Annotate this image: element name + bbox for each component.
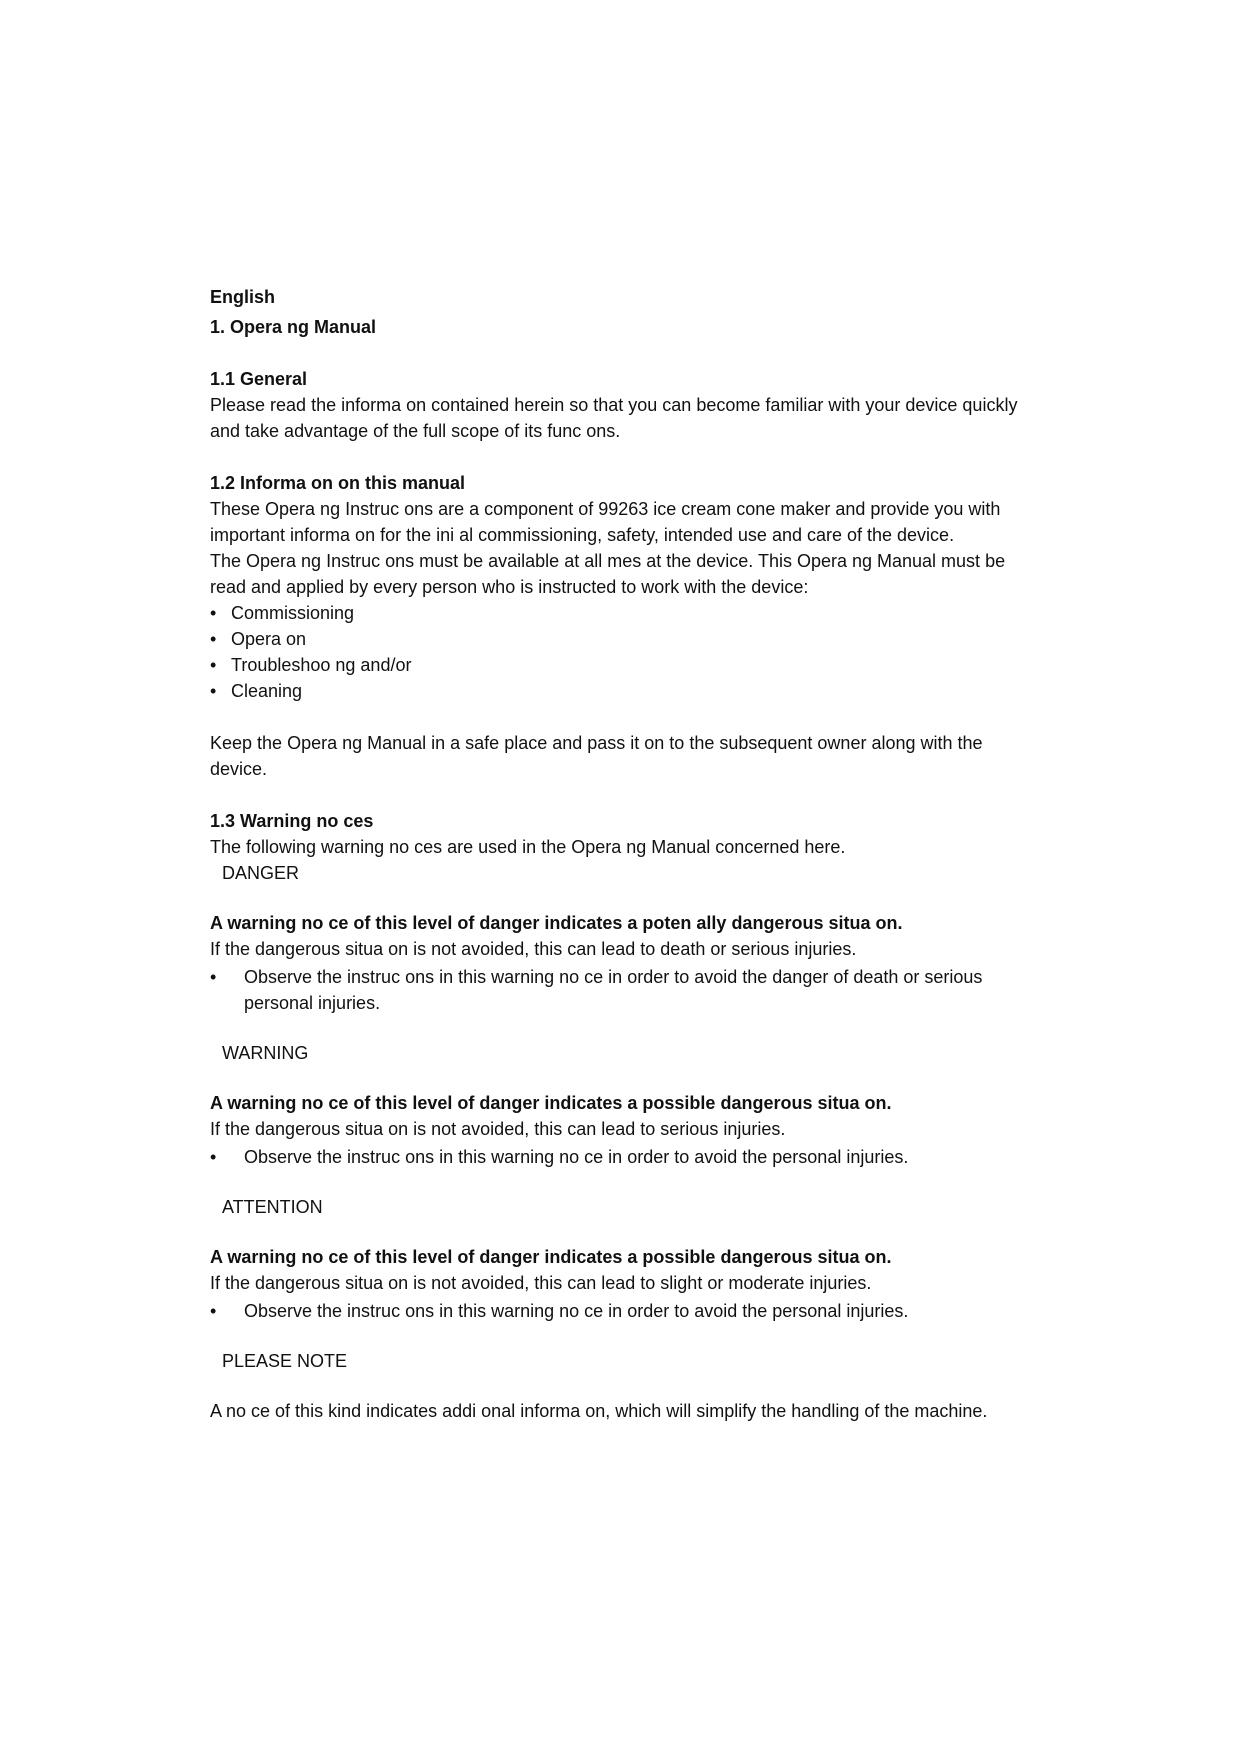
danger-bullet: • Observe the instruc ons in this warning no ce in order to avoid the danger of death or serious personal injuries.	[210, 964, 1040, 1016]
section-general-text: Please read the informa on contained herein so that you can become familiar with your device quickly and take advantage of the full scope of its func ons.	[210, 395, 1018, 441]
section-info-paragraph-2: The Opera ng Instruc ons must be available at all mes at the device. This Opera ng Manual must be read and applied by every person who is instructed to work with the device:	[210, 551, 1006, 597]
section-warnings-heading: 1.3 Warning no ces	[210, 811, 374, 831]
danger-label: DANGER	[222, 863, 300, 883]
warning-label: WARNING	[222, 1043, 309, 1063]
list-item: • Opera on	[210, 626, 1040, 652]
section-info-keep-text: Keep the Opera ng Manual in a safe place and pass it on to the subsequent owner along with the device.	[210, 733, 983, 779]
section-general-heading: 1.1 General	[210, 369, 308, 389]
warning-bullet-list	[210, 1144, 1040, 1170]
list-item: • Troubleshoo ng and/or	[210, 652, 1040, 678]
list-item: • Cleaning	[210, 678, 1040, 704]
note-text: A no ce of this kind indicates addi onal informa on, which will simplify the handling of the machine.	[210, 1401, 988, 1421]
section-info-heading: 1.2 Informa on on this manual	[210, 473, 466, 493]
warning-bold-text: A warning no ce of this level of danger indicates a possible dangerous situa on.	[210, 1093, 892, 1113]
danger-text: If the dangerous situa on is not avoided, this can lead to death or serious injuries.	[210, 939, 857, 959]
attention-bullet: • Observe the instruc ons in this warning no ce in order to avoid the personal injuries.	[210, 1298, 1040, 1324]
danger-bold-text: A warning no ce of this level of danger indicates a poten ally dangerous situa on.	[210, 913, 903, 933]
section-warnings-intro: The following warning no ces are used in the Opera ng Manual concerned here.	[210, 837, 846, 857]
attention-bold-text: A warning no ce of this level of danger indicates a possible dangerous situa on.	[210, 1247, 892, 1267]
danger-bullet-list	[210, 964, 1040, 1016]
language-heading: English	[210, 287, 276, 307]
attention-label: ATTENTION	[222, 1197, 323, 1217]
list-item: • Commissioning	[210, 600, 1040, 626]
attention-text: If the dangerous situa on is not avoided, this can lead to slight or moderate injuries.	[210, 1273, 872, 1293]
task-list	[210, 600, 1040, 704]
section-info-paragraph-1: These Opera ng Instruc ons are a component of 99263 ice cream cone maker and provide you with important informa on for the ini al commissioning, safety, intended use and care of the device.	[210, 499, 1001, 545]
document-title: 1. Opera ng Manual	[210, 317, 377, 337]
document-content	[210, 284, 1040, 1424]
warning-bullet: • Observe the instruc ons in this warning no ce in order to avoid the personal injuries.	[210, 1144, 1040, 1170]
warning-text: If the dangerous situa on is not avoided, this can lead to serious injuries.	[210, 1119, 786, 1139]
attention-bullet-list	[210, 1298, 1040, 1324]
note-label: PLEASE NOTE	[222, 1351, 348, 1371]
